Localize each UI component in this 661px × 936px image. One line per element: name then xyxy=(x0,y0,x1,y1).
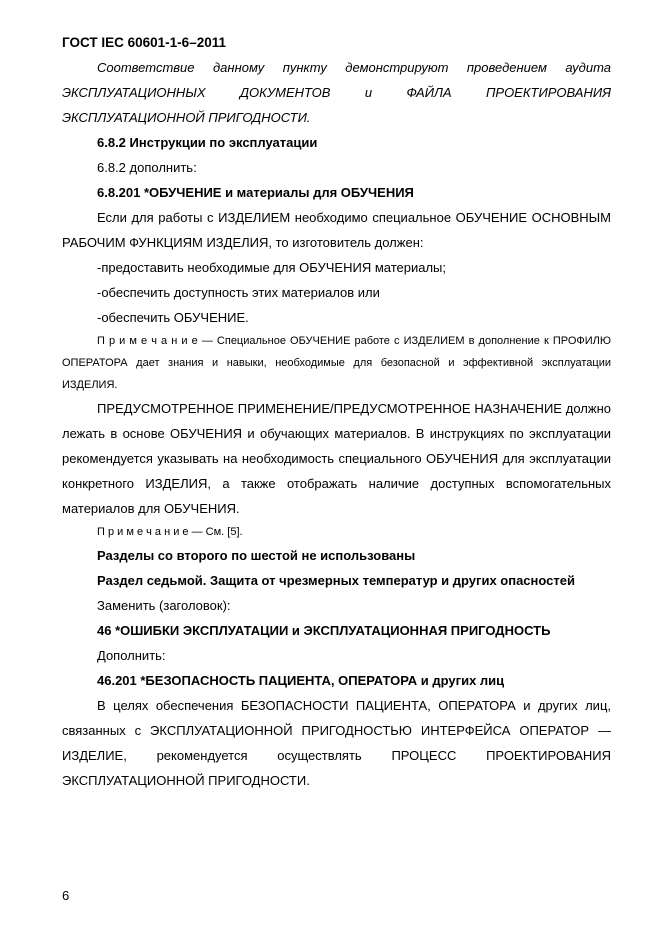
training-requirement-paragraph: Если для работы с ИЗДЕЛИЕМ необходимо специальное ОБУЧЕНИЕ ОСНОВНЫМ РАБОЧИМ ФУНКЦИЯМ ИЗДЕЛИЯ, то изготовитель должен: xyxy=(62,210,611,250)
document-header: ГОСТ IEC 60601-1-6–2011 xyxy=(62,35,226,50)
note-special-training: П р и м е ч а н и е — Специальное ОБУЧЕНИЕ работе с ИЗДЕЛИЕМ в дополнение к ПРОФИЛЮ ОПЕРАТОРА дает знания и навыки, необходимые для безопасной и эффективной эксплуатации ИЗДЕЛИЯ. xyxy=(62,335,611,391)
heading-sections-two-to-six: Разделы со второго по шестой не использованы xyxy=(97,548,416,563)
list-item-provide-materials: -предоставить необходимые для ОБУЧЕНИЯ материалы; xyxy=(97,260,447,275)
heading-46-201: 46.201 *БЕЗОПАСНОСТЬ ПАЦИЕНТА, ОПЕРАТОРА и других лиц xyxy=(97,673,505,688)
amendment-note-6-8-2: 6.8.2 дополнить: xyxy=(97,160,197,175)
note-see-ref-5: П р и м е ч а н и е — См. [5]. xyxy=(97,526,243,538)
compliance-audit-paragraph: Соответствие данному пункту демонстрируют проведением аудита ЭКСПЛУАТАЦИОННЫХ ДОКУМЕНТОВ и ФАЙЛА ПРОЕКТИРОВАНИЯ ЭКСПЛУАТАЦИОННОЙ ПРИГОДНОСТИ. xyxy=(62,60,611,125)
list-item-ensure-availability: -обеспечить доступность этих материалов или xyxy=(97,285,380,300)
heading-46: 46 *ОШИБКИ ЭКСПЛУАТАЦИИ и ЭКСПЛУАТАЦИОННАЯ ПРИГОДНОСТЬ xyxy=(97,623,551,638)
heading-6-8-2: 6.8.2 Инструкции по эксплуатации xyxy=(97,135,318,150)
page-number: 6 xyxy=(62,888,70,903)
amendment-note-46: Дополнить: xyxy=(97,648,166,663)
list-item-provide-training: -обеспечить ОБУЧЕНИЕ. xyxy=(97,310,249,325)
replace-heading-instruction: Заменить (заголовок): xyxy=(97,598,231,613)
heading-section-seven: Раздел седьмой. Защита от чрезмерных температур и других опасностей xyxy=(97,573,575,588)
patient-safety-paragraph: В целях обеспечения БЕЗОПАСНОСТИ ПАЦИЕНТА, ОПЕРАТОРА и других лиц, связанных с ЭКСПЛУАТАЦИОННОЙ ПРИГОДНОСТЬЮ ИНТЕРФЕЙСА ОПЕРАТОР — ИЗДЕЛИЕ, рекомендуется осуществлять ПРОЦЕСС ПРОЕКТИРОВАНИЯ ЭКСПЛУАТАЦИОННОЙ ПРИГОДНОСТИ. xyxy=(62,698,611,788)
heading-6-8-201: 6.8.201 *ОБУЧЕНИЕ и материалы для ОБУЧЕНИЯ xyxy=(97,185,414,200)
intended-use-paragraph: ПРЕДУСМОТРЕННОЕ ПРИМЕНЕНИЕ/ПРЕДУСМОТРЕННОЕ НАЗНАЧЕНИЕ должно лежать в основе ОБУЧЕНИЯ и обучающих материалов. В инструкциях по эксплуатации рекомендуется указывать на необходимость специального ОБУЧЕНИЯ для эксплуатации конкретного ИЗДЕЛИЯ, а также отображать наличие доступных вспомогательных материалов для ОБУЧЕНИЯ. xyxy=(62,401,611,516)
